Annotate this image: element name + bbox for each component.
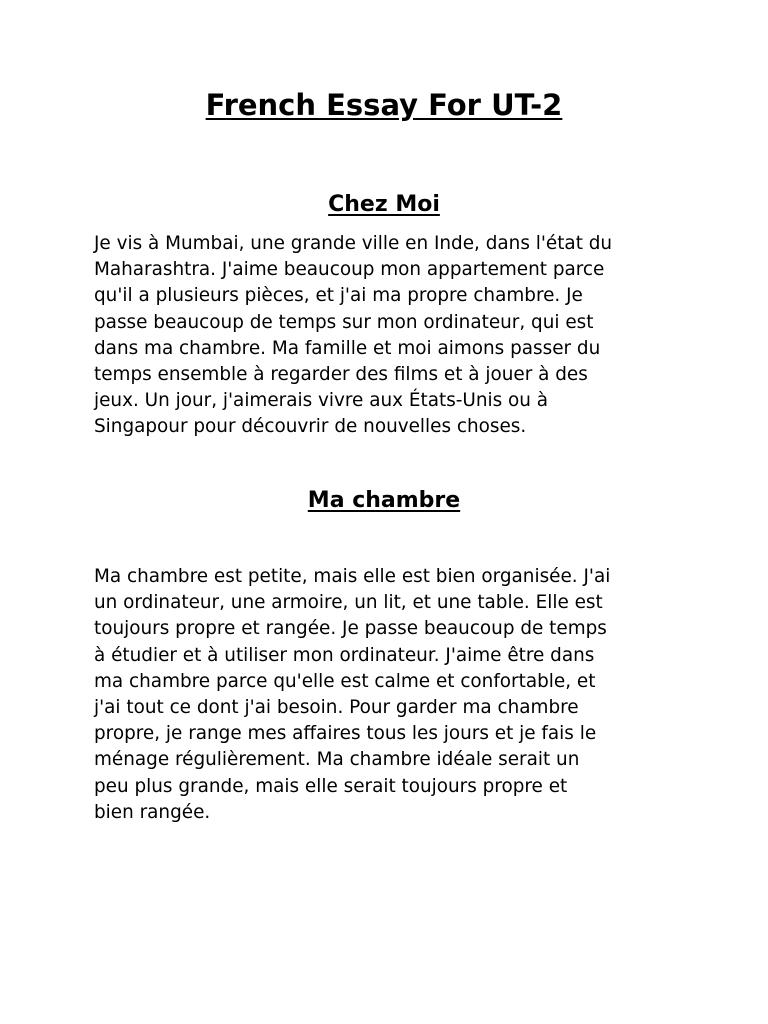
document-title: French Essay For UT-2 bbox=[205, 88, 563, 122]
section-paragraph-chez-moi: Je vis à Mumbai, une grande ville en Inde, dans l'état du Maharashtra. J'aime beaucoup mon appartement parce qu'il a plusieurs pièces, et j'ai ma propre chambre. Je passe beaucoup de temps sur mon ordinateur, qui est dans ma chambre. Ma famille et moi aimons passer du temps ensemble à regarder des films et à jouer à des jeux. Un jour, j'aimerais vivre aux États-Unis ou à Singapour pour découvrir de nouvelles choses. bbox=[94, 233, 613, 438]
section-heading-chez-moi: Chez Moi bbox=[328, 192, 440, 217]
section-paragraph-ma-chambre: Ma chambre est petite, mais elle est bien organisée. J'ai un ordinateur, une armoire, un lit, et une table. Elle est toujours propre et rangée. Je passe beaucoup de temps à étudier et à utiliser mon ordinateur. J'aime être dans ma chambre parce qu'elle est calme et confortable, et j'ai tout ce dont j'ai besoin. Pour garder ma chambre propre, je range mes affaires tous les jours et je fais le ménage régulièrement. Ma chambre idéale serait un peu plus grande, mais elle serait toujours propre et bien rangée. bbox=[94, 566, 611, 823]
section-heading-ma-chambre: Ma chambre bbox=[307, 488, 461, 513]
